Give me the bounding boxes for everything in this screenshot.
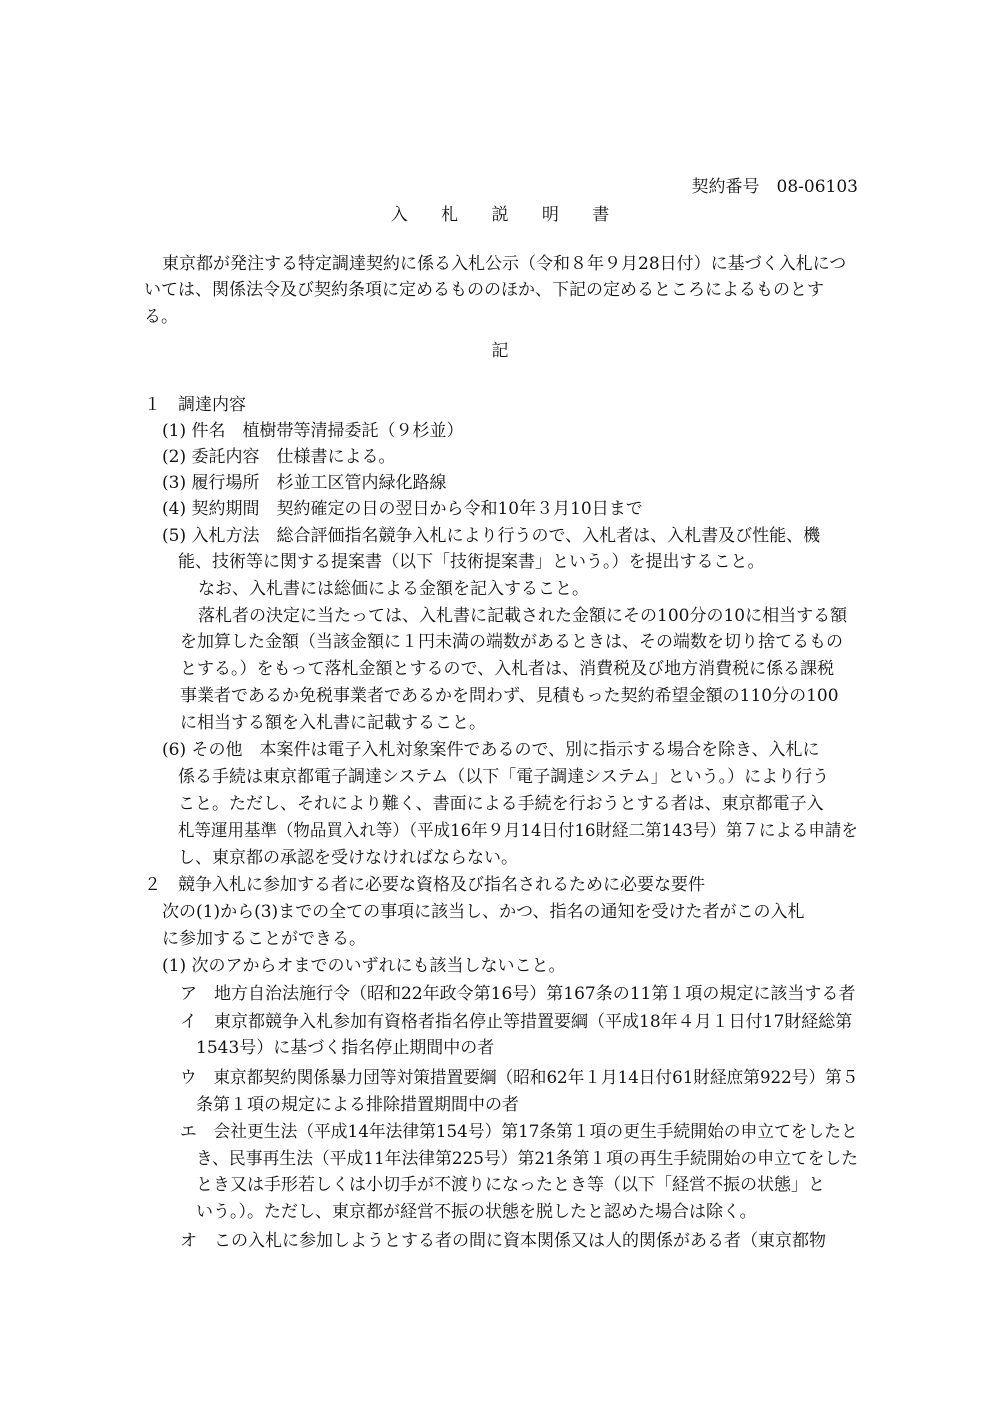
sub-item-u: ウ 東京都契約関係暴力団等対策措置要綱（昭和62年１月14日付61財経庶第922号）第５: [180, 1068, 859, 1088]
intro-line: いては、関係法令及び契約条項に定めるもののほか、下記の定めるところによるものとす: [144, 280, 824, 300]
sub-item-i: イ 東京都競争入札参加有資格者指名停止等措置要綱（平成18年４月１日付17財経総第: [180, 1012, 853, 1032]
list-item-continuation: なお、入札書には総価による金額を記入すること。: [198, 579, 589, 599]
list-item-continuation: 能、技術等に関する提案書（以下「技術提案書」という。）を提出すること。: [178, 552, 765, 572]
list-item-continuation: 事業者であるか免税事業者であるかを問わず、見積もった契約希望金額の110分の100: [180, 686, 839, 706]
list-item-continuation: こと。ただし、それにより難く、書面による手続を行おうとする者は、東京都電子入: [178, 794, 824, 814]
list-item: (6) その他 本案件は電子入札対象案件であるので、別に指示する場合を除き、入札に: [162, 740, 820, 760]
list-item: (1) 件名 植樹帯等清掃委託（９杉並）: [162, 421, 464, 441]
list-item-continuation: 札等運用基準（物品買入れ等）（平成16年９月14日付16財経二第143号）第７による申請を: [178, 821, 858, 841]
list-item-continuation: に相当する額を入札書に記載すること。: [180, 713, 486, 733]
intro-line: る。: [144, 307, 178, 327]
list-item-continuation: とする。）をもって落札金額とするので、入札者は、消費税及び地方消費税に係る課税: [180, 659, 835, 679]
contract-number: 契約番号 08-06103: [691, 177, 858, 197]
sub-item-o: オ この入札に参加しようとする者の間に資本関係又は人的関係がある者（東京都物: [180, 1231, 826, 1251]
list-item-continuation: し、東京都の承認を受けなければならない。: [178, 848, 518, 868]
sub-item-continuation: 条第１項の規定による排除措置期間中の者: [196, 1095, 519, 1115]
document-title: 入 札 説 明 書: [390, 205, 624, 225]
section-heading: １ 調達内容: [144, 395, 246, 415]
list-item: (4) 契約期間 契約確定の日の翌日から令和10年３月10日まで: [162, 499, 643, 519]
list-item-continuation: を加算した金額（当該金額に１円未満の端数があるときは、その端数を切り捨てるもの: [180, 632, 843, 652]
section-heading: ２ 競争入札に参加する者に必要な資格及び指名されるために必要な要件: [144, 875, 705, 895]
list-item-continuation: 落札者の決定に当たっては、入札書に記載された金額にその100分の10に相当する額: [198, 606, 848, 626]
sub-item-continuation: き、民事再生法（平成11年法律第225号）第21条第１項の再生手続開始の申立てをした: [196, 1149, 859, 1169]
list-item: (1) 次のアからオまでのいずれにも該当しないこと。: [162, 956, 566, 976]
ki-marker: 記: [491, 341, 509, 361]
section-intro: に参加することができる。: [162, 929, 366, 949]
list-item: (3) 履行場所 杉並工区管内緑化路線: [162, 473, 447, 493]
intro-line: 東京都が発注する特定調達契約に係る入札公示（令和８年９月28日付）に基づく入札につ: [162, 254, 847, 274]
list-item: (2) 委託内容 仕様書による。: [162, 447, 396, 467]
section-intro: 次の(1)から(3)までの全ての事項に該当し、かつ、指名の通知を受けた者がこの入札: [162, 902, 805, 922]
sub-item-a: ア 地方自治法施行令（昭和22年政令第16号）第167条の11第１項の規定に該当する者: [180, 984, 856, 1004]
sub-item-continuation: 1543号）に基づく指名停止期間中の者: [196, 1038, 495, 1058]
sub-item-continuation: いう。）。ただし、東京都が経営不振の状態を脱したと認めた場合は除く。: [196, 1202, 757, 1222]
sub-item-e: エ 会社更生法（平成14年法律第154号）第17条第１項の更生手続開始の申立てをしたと: [180, 1122, 858, 1142]
sub-item-continuation: とき又は手形若しくは小切手が不渡りになったとき等（以下「経営不振の状態」と: [196, 1175, 825, 1195]
list-item-continuation: 係る手続は東京都電子調達システム（以下「電子調達システム」という。）により行う: [178, 767, 830, 787]
list-item: (5) 入札方法 総合評価指名競争入札により行うので、入札者は、入札書及び性能、機: [162, 526, 821, 546]
